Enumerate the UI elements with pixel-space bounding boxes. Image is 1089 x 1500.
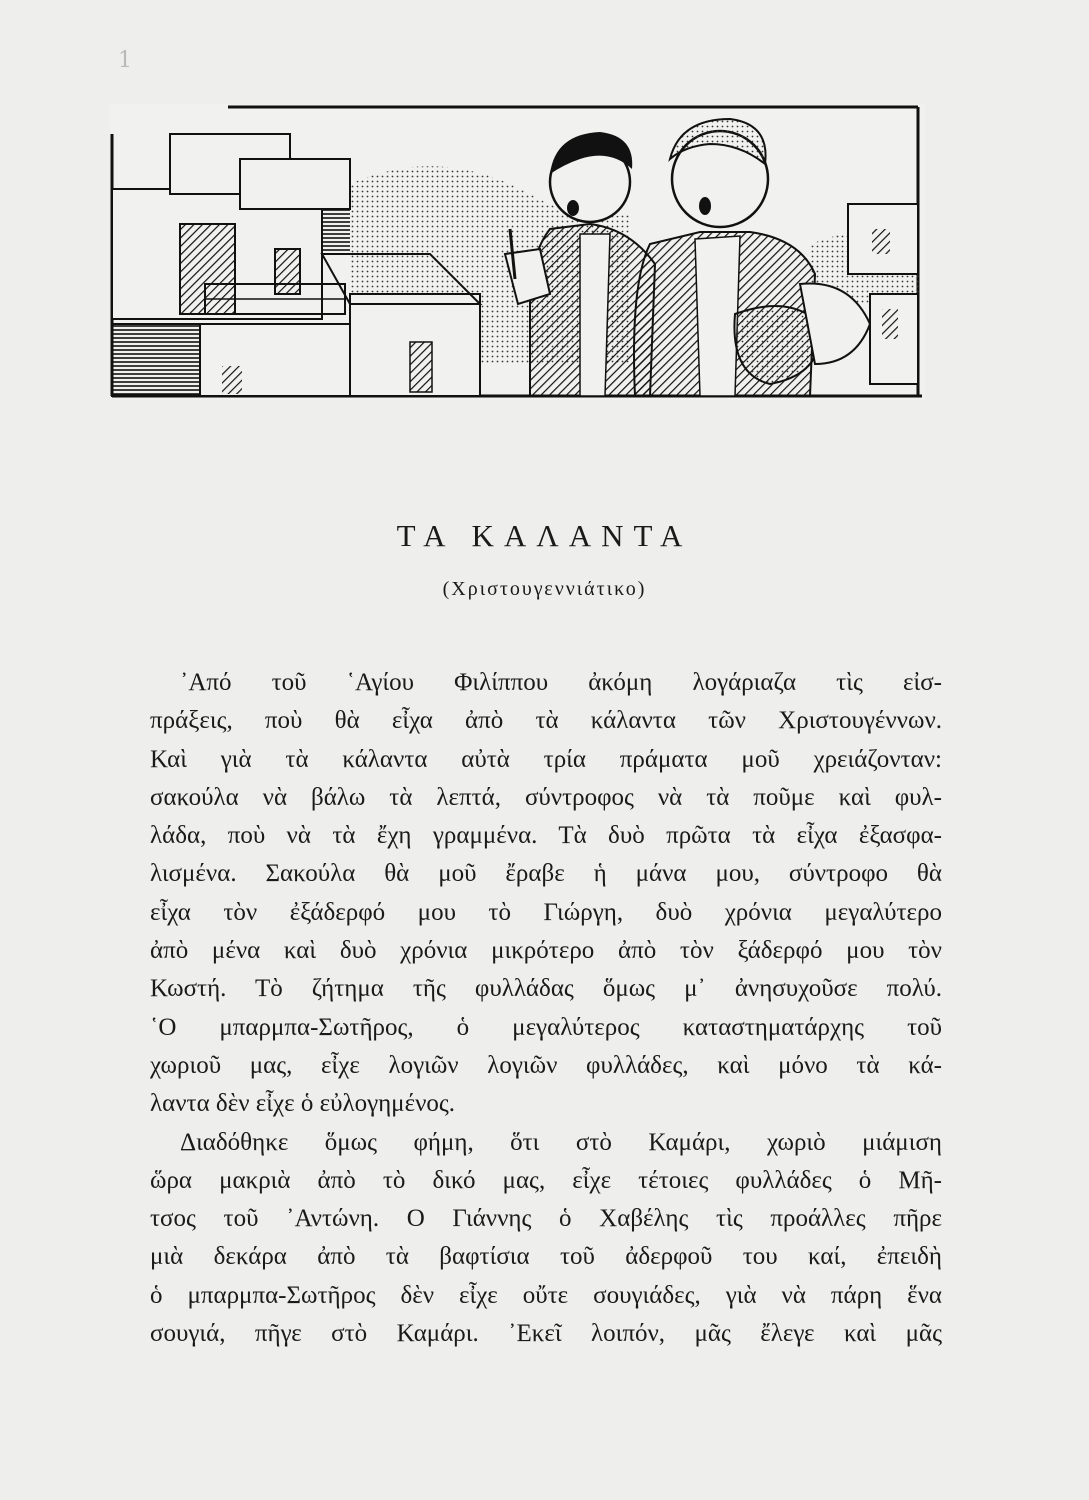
page-number: 1 (118, 48, 132, 73)
text-line: ὁ μπαρμπα-Σωτῆρος δὲν εἶχε οὔτε σουγιάδες, γιὰ νὰ πάρη ἕνα (150, 1281, 942, 1309)
text-line: εἶχα τὸν ἐξάδερφό μου τὸ Γιώργη, δυὸ χρόνια μεγαλύτερο (150, 898, 942, 926)
text-line: πράξεις, ποὺ θὰ εἶχα ἀπὸ τὰ κάλαντα τῶν Χριστουγέννων. (150, 707, 942, 735)
text-line: ἀπὸ μένα καὶ δυὸ χρόνια μικρότερο ἀπὸ τὸν ξάδερφό μου τὸν (150, 937, 942, 965)
paragraph (150, 664, 942, 1124)
paragraph (150, 1124, 942, 1354)
text-line: σουγιά, πῆγε στὸ Καμάρι. ᾿Εκεῖ λοιπόν, μᾶς ἔλεγε καὶ μᾶς (150, 1320, 942, 1348)
illustration-carol-singers (110, 104, 925, 400)
text-line: λάδα, ποὺ νὰ τὰ ἔχη γραμμένα. Τὰ δυὸ πρῶτα τὰ εἶχα ἐξασφα- (150, 822, 942, 850)
text-line: χωριοῦ μας, εἶχε λογιῶν λογιῶν φυλλάδες, καὶ μόνο τὰ κά- (150, 1051, 942, 1079)
text-line: λαντα δὲν εἶχε ὁ εὐλογημένος. (150, 1090, 456, 1118)
text-line: ῾Ο μπαρμπα-Σωτῆρος, ὁ μεγαλύτερος καταστηματάρχης τοῦ (150, 1013, 942, 1041)
text-line: Διαδόθηκε ὅμως φήμη, ὅτι στὸ Καμάρι, χωριὸ μιάμιση (180, 1128, 942, 1156)
text-line: σακούλα νὰ βάλω τὰ λεπτά, σύντροφος νὰ τὰ ποῦμε καὶ φυλ- (150, 783, 942, 811)
page-subtitle: (Χριστουγεννιάτικο) (442, 578, 647, 600)
text-line: Καὶ γιὰ τὰ κάλαντα αὐτὰ τρία πράματα μοῦ χρειάζονταν: (150, 745, 942, 773)
illustration-drawing (110, 104, 925, 400)
text-line: Κωστή. Τὸ ζήτημα τῆς φυλλάδας ὅμως μ᾿ ἀνησυχοῦσε πολύ. (150, 975, 942, 1003)
text-line: τσος τοῦ ᾿Αντώνη. Ο Γιάννης ὁ Χαβέλης τὶς προάλλες πῆρε (150, 1205, 942, 1233)
text-line: ᾿Από τοῦ ῾Αγίου Φιλίππου ἀκόμη λογάριαζα τὶς εἰσ- (180, 669, 942, 696)
body-text (150, 664, 942, 1353)
text-line: λισμένα. Σακούλα θὰ μοῦ ἔραβε ἡ μάνα μου, σύντροφο θὰ (150, 860, 942, 888)
text-line: μιὰ δεκάρα ἀπὸ τὰ βαφτίσια τοῦ ἀδερφοῦ του καί, ἐπειδὴ (150, 1243, 942, 1271)
text-line: ὥρα μακριὰ ἀπὸ τὸ δικό μας, εἶχε τέτοιες φυλλάδες ὁ Μῆ- (150, 1166, 942, 1194)
page-title: ΤΑ ΚΑΛΑΝΤΑ (396, 518, 693, 553)
